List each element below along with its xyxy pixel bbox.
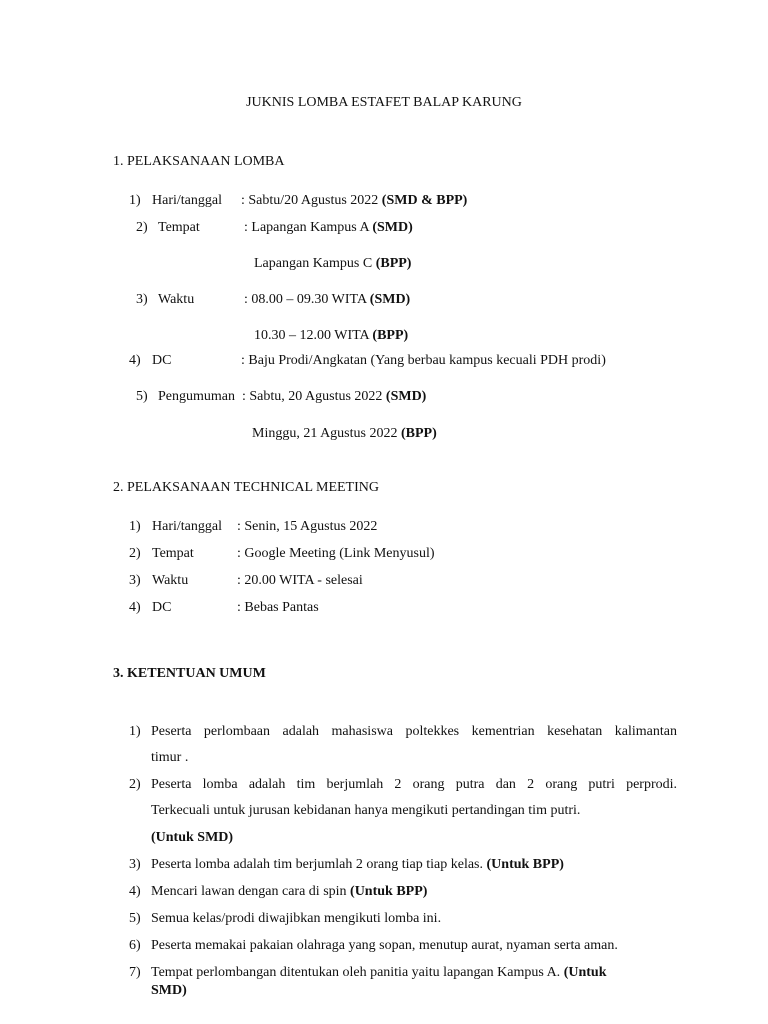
s2-item-1-num: 1): [129, 519, 141, 534]
s1-item-5-value: : Sabtu, 20 Agustus 2022 (SMD): [242, 389, 427, 404]
s1-item-4-label: DC: [152, 353, 172, 368]
s2-item-1-value: : Senin, 15 Agustus 2022: [237, 519, 378, 534]
s3-item-6-text: Peserta memakai pakaian olahraga yang sopan, menutup aurat, nyaman serta aman.: [151, 938, 618, 953]
s1-item-1-label: Hari/tanggal: [152, 193, 222, 208]
s1-item-2-value-cont: Lapangan Kampus C (BPP): [254, 256, 412, 271]
s2-item-2-num: 2): [129, 546, 141, 561]
document-title: JUKNIS LOMBA ESTAFET BALAP KARUNG: [246, 95, 522, 110]
s3-item-7-text-cont: SMD): [151, 983, 187, 998]
s2-item-4-num: 4): [129, 600, 141, 615]
s1-item-4-num: 4): [129, 353, 141, 368]
s3-item-5-num: 5): [129, 911, 141, 926]
s3-item-3-text: Peserta lomba adalah tim berjumlah 2 orang tiap tiap kelas. (Untuk BPP): [151, 857, 564, 872]
s1-item-2-value: : Lapangan Kampus A (SMD): [244, 220, 413, 235]
s1-item-1-value: : Sabtu/20 Agustus 2022 (SMD & BPP): [241, 193, 468, 208]
s1-item-2-label: Tempat: [158, 220, 200, 235]
section-1-heading: 1. PELAKSANAAN LOMBA: [113, 154, 285, 169]
s3-item-2-line2: Terkecuali untuk jurusan kebidanan hanya mengikuti pertandingan tim putri.: [151, 803, 581, 818]
s2-item-2-label: Tempat: [152, 546, 194, 561]
s3-item-1-line1: Peserta perlombaan adalah mahasiswa poltekkes kementrian kesehatan kalimantan: [151, 724, 677, 739]
s1-item-3-label: Waktu: [158, 292, 195, 307]
s1-item-5-label: Pengumuman: [158, 389, 235, 404]
section-3-heading: 3. KETENTUAN UMUM: [113, 666, 266, 681]
s3-item-6-num: 6): [129, 938, 141, 953]
s3-item-7-num: 7): [129, 965, 141, 980]
s2-item-4-value: : Bebas Pantas: [237, 600, 319, 615]
s3-item-2-line1: Peserta lomba adalah tim berjumlah 2 orang putra dan 2 orang putri perprodi.: [151, 777, 677, 792]
s1-item-2-num: 2): [136, 220, 148, 235]
s1-item-3-value: : 08.00 – 09.30 WITA (SMD): [244, 292, 411, 307]
s3-item-5-text: Semua kelas/prodi diwajibkan mengikuti lomba ini.: [151, 911, 442, 926]
s1-item-3-value-cont: 10.30 – 12.00 WITA (BPP): [254, 328, 409, 343]
s1-item-5-value-cont: Minggu, 21 Agustus 2022 (BPP): [252, 426, 437, 441]
s2-item-3-label: Waktu: [152, 573, 189, 588]
s1-item-1-num: 1): [129, 193, 141, 208]
s3-item-4-num: 4): [129, 884, 141, 899]
s3-item-2-num: 2): [129, 777, 141, 792]
s1-item-4-value: : Baju Prodi/Angkatan (Yang berbau kampus kecuali PDH prodi): [241, 353, 606, 368]
s1-item-5-num: 5): [136, 389, 148, 404]
s2-item-4-label: DC: [152, 600, 172, 615]
s2-item-1-label: Hari/tanggal: [152, 519, 222, 534]
s2-item-3-value: : 20.00 WITA - selesai: [237, 573, 363, 588]
s3-item-4-text: Mencari lawan dengan cara di spin (Untuk BPP): [151, 884, 428, 899]
s3-item-1-num: 1): [129, 724, 141, 739]
s2-item-3-num: 3): [129, 573, 141, 588]
s3-item-1-line2: timur .: [151, 750, 189, 765]
section-2-heading: 2. PELAKSANAAN TECHNICAL MEETING: [113, 480, 379, 495]
s2-item-2-value: : Google Meeting (Link Menyusul): [237, 546, 435, 561]
s3-item-3-num: 3): [129, 857, 141, 872]
s3-item-2-line3: (Untuk SMD): [151, 830, 234, 845]
s1-item-3-num: 3): [136, 292, 148, 307]
s3-item-7-text: Tempat perlombangan ditentukan oleh panitia yaitu lapangan Kampus A. (Untuk: [151, 965, 607, 980]
